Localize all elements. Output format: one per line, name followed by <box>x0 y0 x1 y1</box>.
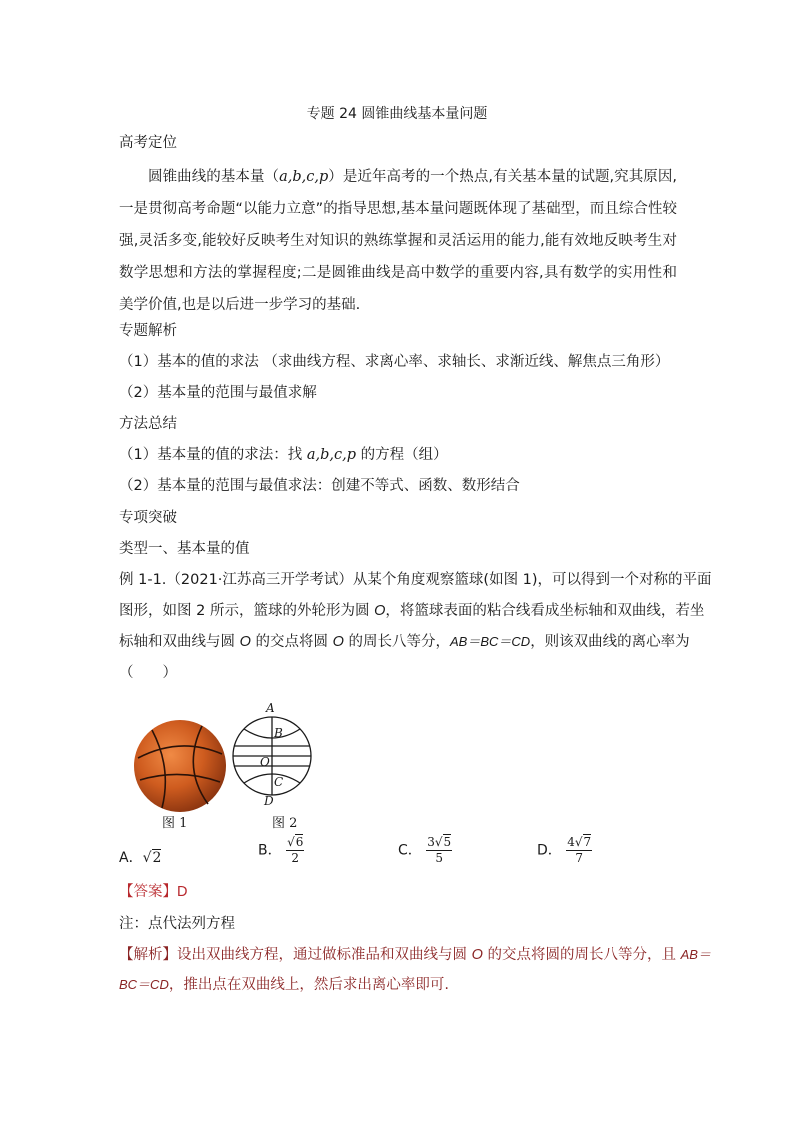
answer-line: 【答案】D <box>119 884 188 900</box>
note-line: 注：点代法列方程 <box>119 916 235 932</box>
method-item-2: （2）基本量的范围与最值求法：创建不等式、函数、数形结合 <box>119 478 520 494</box>
intro-paragraph: 圆锥曲线的基本量（a,b,c,p）是近年高考的一个热点,有关基本量的试题,究其原因,一是贯彻高考命题“以能力立意”的指导思想,基本量问题既体现了基础型，而且综合性较强,灵活多变,能较好反映考生对知识的熟练掌握和灵活运用的能力,能有效地反映考生对数学思想和方法的掌握程度;二是圆锥曲线是高中数学的重要内容,具有数学的实用性和美学价值,也是以后进一步学习的基础. <box>119 169 678 313</box>
type-heading: 类型一、基本量的值 <box>119 541 250 557</box>
figure-2-diagram <box>228 700 320 810</box>
example-line-2: 图形，如图 2 所示，篮球的外轮形为圆 O，将篮球表面的粘合线看成坐标轴和双曲线，若坐 <box>119 603 705 619</box>
option-a[interactable]: A．√2 <box>119 850 162 866</box>
example-line-1: 例 1-1.（2021·江苏高三开学考试）从某个角度观察篮球(如图 1)，可以得到一个对称的平面 <box>119 572 712 588</box>
section-heading-methods: 方法总结 <box>119 416 177 432</box>
label-b: B <box>274 726 283 740</box>
example-line-4: （ ） <box>119 665 177 681</box>
analysis-line-1: 【解析】设出双曲线方程，通过做标准品和双曲线与圆 O 的交点将圆的周长八等分，且 AB＝ <box>119 947 711 963</box>
option-b-fraction: $\frac{√6}{2}$ <box>287 835 304 865</box>
analysis-item-1: （1）基本的值的求法 （求曲线方程、求离心率、求轴长、求渐近线、解焦点三角形） <box>119 354 670 370</box>
option-d[interactable]: D． $\frac{4√7}{7}$ <box>537 835 592 865</box>
section-heading-analysis: 专题解析 <box>119 323 177 339</box>
label-o: O <box>260 755 270 769</box>
section-heading-gaokao: 高考定位 <box>119 135 177 151</box>
intro-vars: a,b,c,p <box>279 169 329 185</box>
page-title: 专题 24 圆锥曲线基本量问题 <box>306 106 488 122</box>
method-item-1: （1）基本量的值的求法：找 a,b,c,p 的方程（组） <box>119 447 448 463</box>
example-line-3: 标轴和双曲线与圆 O 的交点将圆 O 的周长八等分，AB＝BC＝CD，则该双曲线的离心率为 <box>119 634 690 650</box>
figure-1-caption: 图 1 <box>162 816 188 831</box>
option-c-fraction: $\frac{3√5}{5}$ <box>427 835 452 865</box>
label-a: A <box>266 701 275 715</box>
figure-2-caption: 图 2 <box>272 816 298 831</box>
option-c[interactable]: C． $\frac{3√5}{5}$ <box>398 835 452 865</box>
basketball-image <box>132 718 228 814</box>
option-b[interactable]: B． $\frac{√6}{2}$ <box>258 835 304 865</box>
analysis-line-2: BC＝CD，推出点在双曲线上，然后求出离心率即可. <box>119 977 449 993</box>
section-heading-practice: 专项突破 <box>119 510 177 526</box>
sqrt-symbol: √ <box>142 850 152 866</box>
label-d: D <box>264 794 274 808</box>
label-c: C <box>274 775 284 789</box>
option-d-fraction: $\frac{4√7}{7}$ <box>567 835 592 865</box>
ball-body <box>134 720 226 812</box>
analysis-item-2: （2）基本量的范围与最值求解 <box>119 385 317 401</box>
